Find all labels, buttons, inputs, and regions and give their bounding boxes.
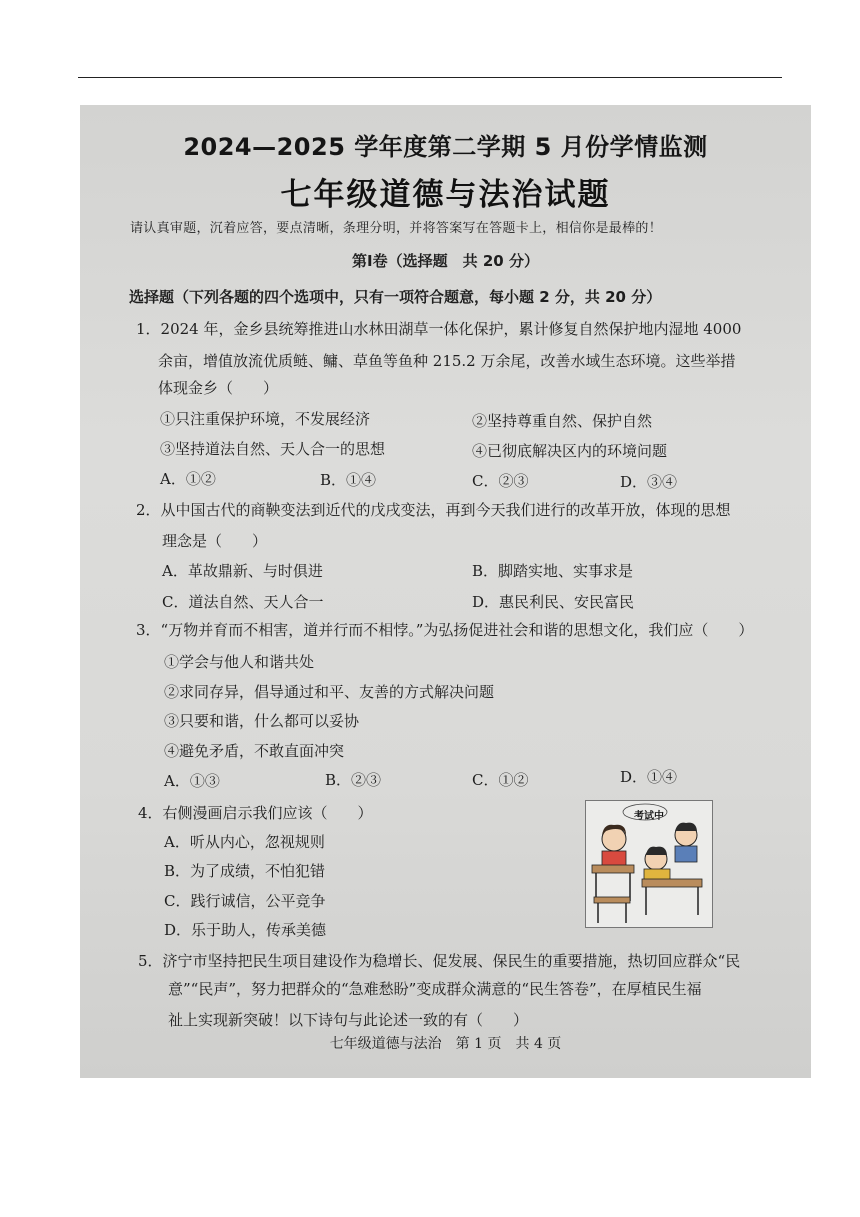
- exam-page-photo: [80, 105, 811, 1078]
- exam-cheating-comic: [585, 800, 713, 928]
- q5-stem-line2: 意”“民声”，努力把群众的“急难愁盼”变成群众满意的“民生答卷”，在厚植民生福: [168, 980, 702, 998]
- q4-option-a: A．听从内心，忽视规则: [164, 833, 325, 851]
- comic-drawing: [586, 801, 712, 927]
- q1-option-a: A．①②: [160, 470, 216, 488]
- exam-subject-title: 七年级道德与法治试题: [280, 177, 611, 213]
- q2-option-d: D．惠民利民、安民富民: [472, 593, 635, 611]
- q3-statement-1: ①学会与他人和谐共处: [164, 653, 315, 671]
- q1-stem-line3: 体现金乡（ ）: [158, 379, 279, 397]
- q2-option-c: C．道法自然、天人合一: [162, 593, 324, 611]
- q4-option-c: C．践行诚信，公平竞争: [164, 892, 326, 910]
- q5-stem-line3: 祉上实现新突破！以下诗句与此论述一致的有（ ）: [168, 1011, 529, 1029]
- q1-option-c: C．②③: [472, 472, 529, 490]
- exam-instructions: 请认真审题，沉着应答，要点清晰，条理分明，并将答案写在答题卡上，相信你是最棒的！: [130, 221, 663, 236]
- q3-option-a: A．①③: [164, 772, 220, 790]
- q2-option-b: B．脚踏实地、实事求是: [472, 562, 634, 580]
- q1-statement-1: ①只注重保护环境，不发展经济: [160, 410, 371, 428]
- q3-stem-line1: 3．“万物并育而不相害，道并行而不相悖。”为弘扬促进社会和谐的思想文化，我们应（ ）: [136, 621, 754, 639]
- q4-stem-line1: 4．右侧漫画启示我们应该（ ）: [138, 804, 373, 822]
- q2-stem-line2: 理念是（ ）: [162, 532, 268, 550]
- q3-option-b: B．②③: [325, 771, 382, 789]
- section-title: 第Ⅰ卷（选择题 共 20 分）: [352, 252, 539, 270]
- q3-option-d: D．①④: [620, 768, 678, 786]
- q3-statement-3: ③只要和谐，什么都可以妥协: [164, 712, 360, 730]
- q1-statement-3: ③坚持道法自然、天人合一的思想: [160, 440, 386, 458]
- q3-statement-4: ④避免矛盾，不敢直面冲突: [164, 742, 345, 760]
- section-description: 选择题（下列各题的四个选项中，只有一项符合题意，每小题 2 分，共 20 分）: [129, 288, 662, 306]
- q3-statement-2: ②求同存异，倡导通过和平、友善的方式解决问题: [164, 683, 495, 701]
- q1-statement-2: ②坚持尊重自然、保护自然: [472, 412, 653, 430]
- page-footer: 七年级道德与法治 第 1 页 共 4 页: [329, 1036, 562, 1052]
- q1-option-d: D．③④: [620, 473, 678, 491]
- comic-caption: 考试中: [634, 811, 664, 822]
- q3-option-c: C．①②: [472, 771, 529, 789]
- q1-option-b: B．①④: [320, 471, 377, 489]
- q1-statement-4: ④已彻底解决区内的环境问题: [472, 442, 668, 460]
- page-top-rule: [78, 77, 782, 78]
- q2-stem-line1: 2．从中国古代的商鞅变法到近代的戊戌变法，再到今天我们进行的改革开放，体现的思想: [136, 501, 731, 519]
- q4-option-b: B．为了成绩，不怕犯错: [164, 862, 326, 880]
- q1-stem-line2: 余亩，增值放流优质鲢、鳙、草鱼等鱼种 215.2 万余尾，改善水域生态环境。这些举措: [158, 352, 736, 370]
- q1-stem-line1: 1．2024 年，金乡县统筹推进山水林田湖草一体化保护，累计修复自然保护地内湿地 4000: [136, 320, 742, 338]
- q2-option-a: A．革故鼎新、与时俱进: [162, 562, 323, 580]
- exam-title: 2024—2025 学年度第二学期 5 月份学情监测: [183, 133, 708, 161]
- q4-option-d: D．乐于助人，传承美德: [164, 921, 327, 939]
- q5-stem-line1: 5．济宁市坚持把民生项目建设作为稳增长、促发展、保民生的重要措施，热切回应群众“民: [138, 952, 741, 970]
